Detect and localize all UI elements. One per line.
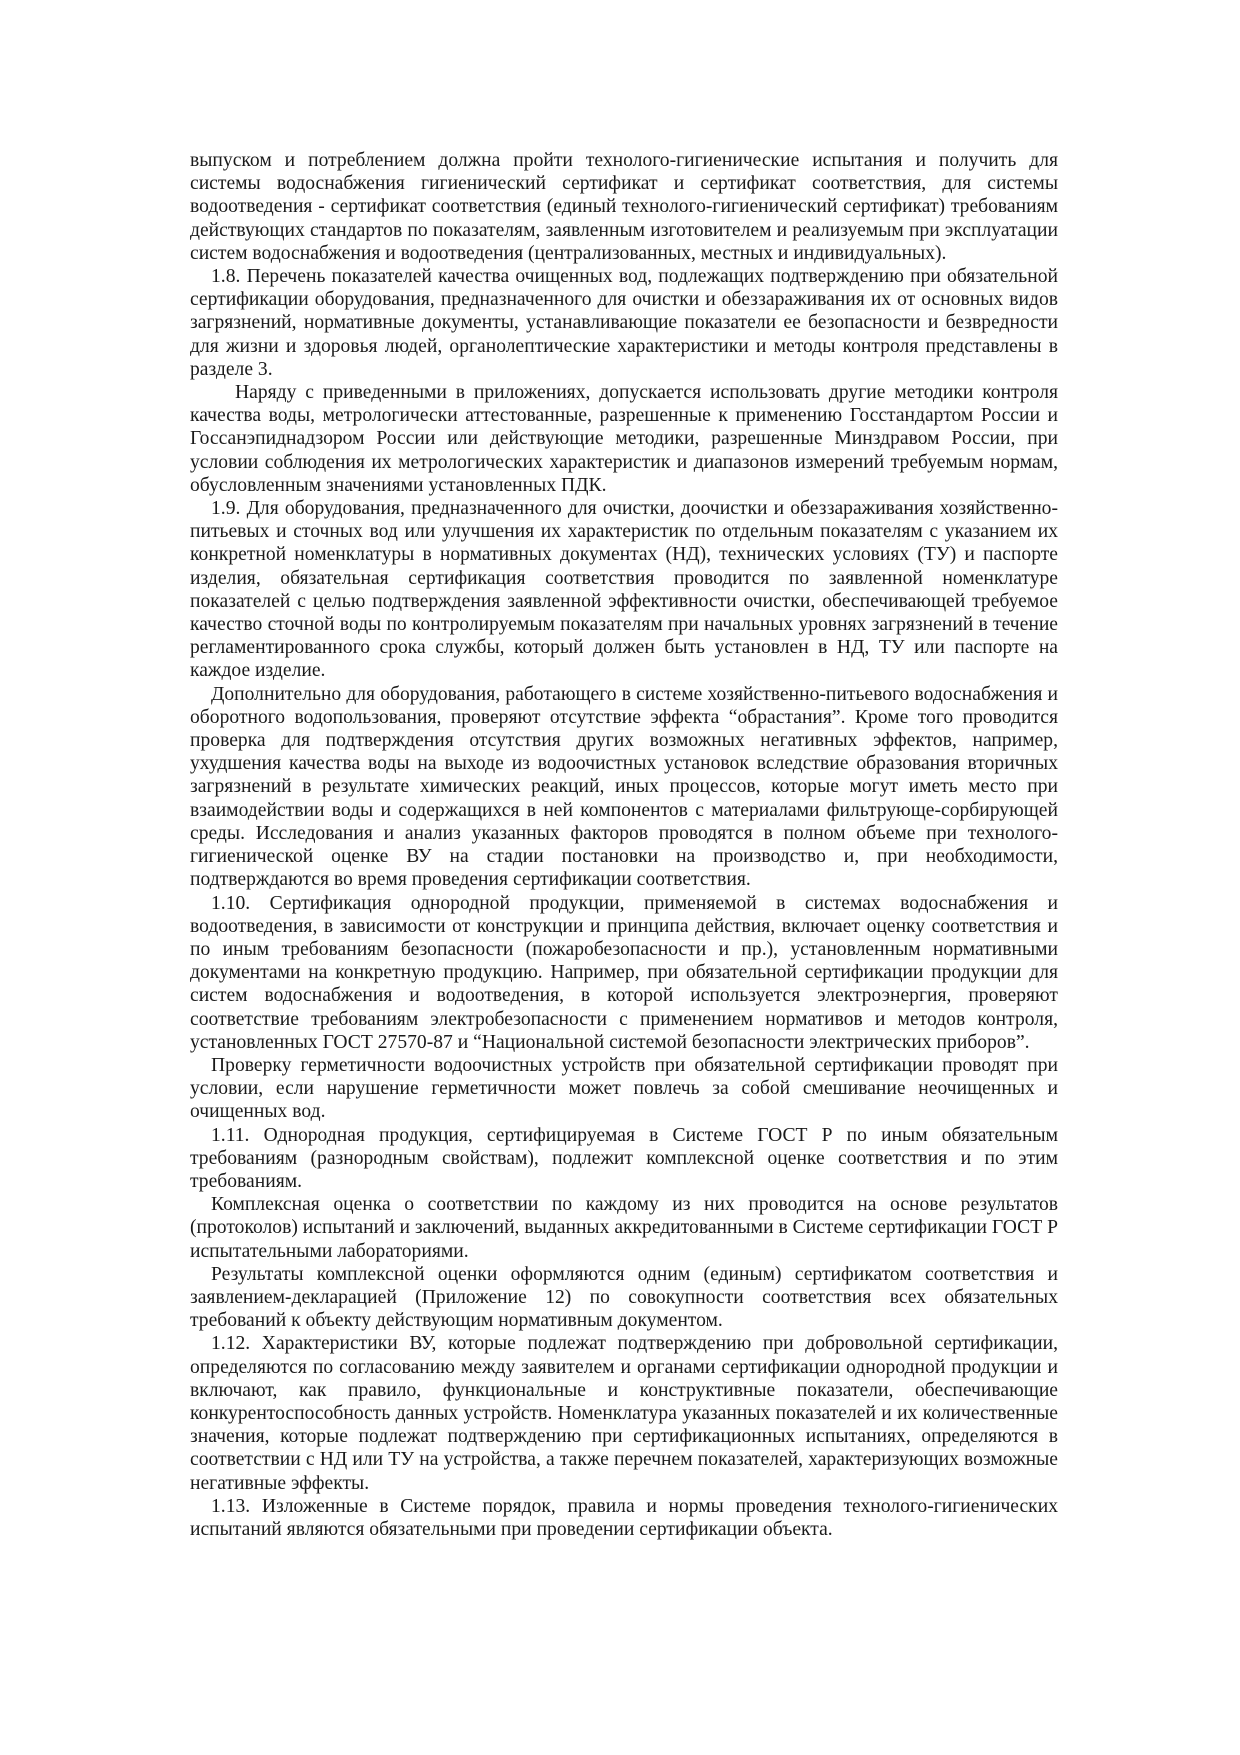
paragraph-additional: Дополнительно для оборудования, работающего в системе хозяйственно-питьевого водоснабжения и оборотного водопользования, проверяют отсутствие эффекта “обрастания”. Кроме того проводится проверка для подтверждения отсутствия других возможных негативных эффектов, например, ухудшения качества воды на выходе из водоочистных установок вследствие образования вторичных загрязнений в результате химических реакций, иных процессов, которые могут иметь место при взаимодействии воды и содержащихся в ней компонентов с материалами фильтрующе-сорбирующей среды. Исследования и анализ указанных факторов проводятся в полном объеме при технолого-гигиенической оценке ВУ на стадии постановки на производство и, при необходимости, подтверждаются во время проведения сертификации соответствия. — [190, 683, 1058, 891]
paragraph-methods: Наряду с приведенными в приложениях, допускается использовать другие методики контроля качества воды, метрологически аттестованные, разрешенные к применению Госстандартом России и Госсанэпиднадзором России или действующие методики, разрешенные Минздравом России, при условии соблюдения их метрологических характеристик и диапазонов измерений требуемым нормам, обусловленным значениями установленных ПДК. — [190, 382, 1058, 496]
document-page — [190, 149, 1058, 1541]
paragraph-hermeticity: Проверку герметичности водоочистных устройств при обязательной сертификации проводят при условии, если нарушение герметичности может повлечь за собой смешивание неочищенных и очищенных вод. — [190, 1054, 1058, 1123]
paragraph-1-13: 1.13. Изложенные в Системе порядок, правила и нормы проведения технолого-гигиенических испытаний являются обязательными при проведении сертификации объекта. — [190, 1495, 1058, 1540]
paragraph-1-12: 1.12. Характеристики ВУ, которые подлежат подтверждению при добровольной сертификации, определяются по согласованию между заявителем и органами сертификации однородной продукции и включают, как правило, функциональные и конструктивные показатели, обеспечивающие конкурентоспособность данных устройств. Номенклатура указанных показателей и их количественные значения, которые подлежат подтверждению при сертификационных испытаниях, определяются в соответствии с НД или ТУ на устройства, а также перечнем показателей, характеризующих возможные негативные эффекты. — [190, 1333, 1058, 1494]
paragraph-results: Результаты комплексной оценки оформляются одним (единым) сертификатом соответствия и заявлением-декларацией (Приложение 12) по совокупности соответствия всех обязательных требований к объекту действующим нормативным документом. — [190, 1263, 1058, 1332]
paragraph-1-8: 1.8. Перечень показателей качества очищенных вод, подлежащих подтверждению при обязательной сертификации оборудования, предназначенного для очистки и обеззараживания их от основных видов загрязнений, нормативные документы, устанавливающие показатели ее безопасности и безвредности для жизни и здоровья людей, органолептические характеристики и методы контроля представлены в разделе 3. — [190, 266, 1058, 380]
paragraph-1-9: 1.9. Для оборудования, предназначенного для очистки, доочистки и обеззараживания хозяйственно-питьевых и сточных вод или улучшения их характеристик по отдельным показателям с указанием их конкретной номенклатуры в нормативных документах (НД), технических условиях (ТУ) и паспорте изделия, обязательная сертификация соответствия проводится по заявленной номенклатуре показателей с целью подтверждения заявленной эффективности очистки, обеспечивающей требуемое качество сточной воды по контролируемым показателям при начальных уровнях загрязнений в течение регламентированного срока службы, который должен быть установлен в НД, ТУ или паспорте на каждое изделие. — [190, 498, 1058, 682]
paragraph-1-10: 1.10. Сертификация однородной продукции, применяемой в системах водоснабжения и водоотведения, в зависимости от конструкции и принципа действия, включает оценку соответствия и по иным требованиям безопасности (пожаробезопасности и пр.), установленным нормативными документами на конкретную продукцию. Например, при обязательной сертификации продукции для систем водоснабжения и водоотведения, в которой используется электроэнергия, проверяют соответствие требованиям электробезопасности с применением нормативов и методов контроля, установленных ГОСТ 27570-87 и “Национальной системой безопасности электрических приборов”. — [190, 892, 1058, 1053]
paragraph-complex-assessment: Комплексная оценка о соответствии по каждому из них проводится на основе результатов (протоколов) испытаний и заключений, выданных аккредитованными в Системе сертификации ГОСТ Р испытательными лабораториями. — [190, 1194, 1058, 1262]
paragraph-1-11: 1.11. Однородная продукция, сертифицируемая в Системе ГОСТ Р по иным обязательным требованиям (разнородным свойствам), подлежит комплексной оценке соответствия и по этим требованиям. — [190, 1124, 1058, 1192]
paragraph-continuation: выпуском и потреблением должна пройти технолого-гигиенические испытания и получить для системы водоснабжения гигиенический сертификат и сертификат соответствия, для системы водоотведения - сертификат соответствия (единый технолого-гигиенический сертификат) требованиям действующих стандартов по показателям, заявленным изготовителем и реализуемым при эксплуатации систем водоснабжения и водоотведения (централизованных, местных и индивидуальных). — [190, 150, 1058, 264]
